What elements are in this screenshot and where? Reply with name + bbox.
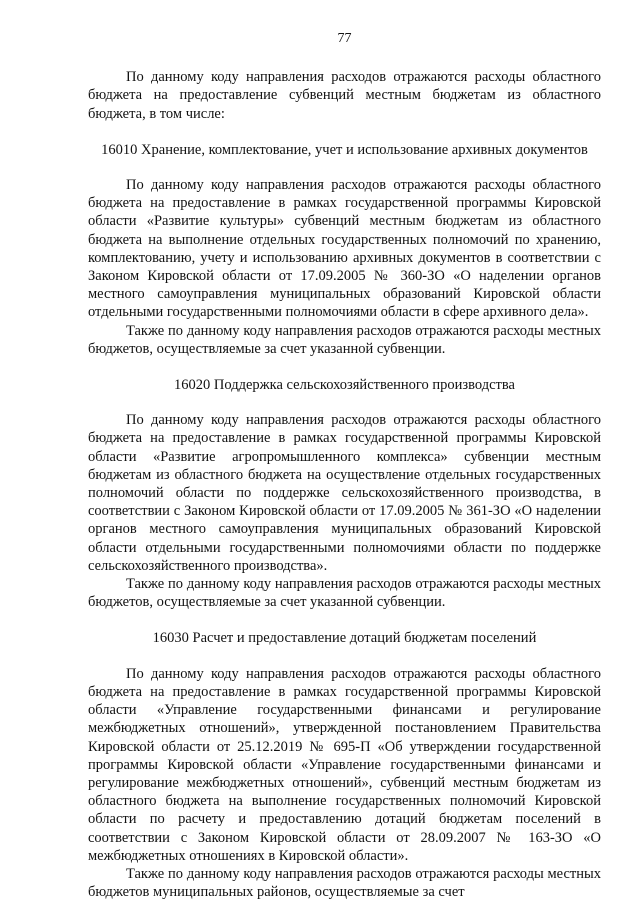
- page-number: 77: [337, 31, 352, 46]
- section-16020: [88, 376, 601, 611]
- section-16030: [88, 629, 601, 901]
- section-heading: 16010 Хранение, комплектование, учет и использование архивных документов: [101, 141, 588, 158]
- section-paragraph: По данному коду направления расходов отражаются расходы областного бюджета на предоставление в рамках государственной программы Кировской области «Управление государственными финансами и регулирование межбюджетных отношений», утвержденной постановлением Правительства Кировской области от 25.12.2019 № 695-П «Об утверждении государственной программы Кировской области «Управление государственными финансами и регулирование межбюджетных отношений», субвенций местным бюджетам из областного бюджета на выполнение государственных полномочий Кировской области по расчету и предоставлению дотаций бюджетам поселений в соответствии с Законом Кировской области от 28.09.2007 № 163-ЗО «О межбюджетных отношениях в Кировской области».: [88, 665, 601, 864]
- section-16010: [88, 141, 601, 358]
- document-page: [88, 30, 601, 901]
- section-heading: 16030 Расчет и предоставление дотаций бюджетам поселений: [152, 630, 537, 647]
- intro-paragraph: По данному коду направления расходов отражаются расходы областного бюджета на предоставление субвенций местным бюджетам из областного бюджета, в том числе:: [88, 69, 601, 122]
- section-paragraph: Также по данному коду направления расходов отражаются расходы местных бюджетов муниципальных районов, осуществляемые за счет: [88, 865, 601, 901]
- section-paragraph: Также по данному коду направления расходов отражаются расходы местных бюджетов, осуществляемые за счет указанной субвенции.: [88, 322, 601, 357]
- section-paragraph: По данному коду направления расходов отражаются расходы областного бюджета на предоставление в рамках государственной программы Кировской области «Развитие агропромышленного комплекса» субвенции местным бюджетам из областного бюджета на осуществление отдельных государственных полномочий области по поддержке сельскохозяйственного производства, в соответствии с Законом Кировской области от 17.09.2005 № 361-ЗО «О наделении органов местного самоуправления муниципальных образований Кировской области отдельными государственными полномочиями области по поддержке сельскохозяйственного производства».: [88, 412, 601, 574]
- section-paragraph: Также по данному коду направления расходов отражаются расходы местных бюджетов, осуществляемые за счет указанной субвенции.: [88, 576, 601, 611]
- section-heading: 16020 Поддержка сельскохозяйственного производства: [174, 377, 515, 394]
- section-paragraph: По данному коду направления расходов отражаются расходы областного бюджета на предоставление в рамках государственной программы Кировской области «Развитие культуры» субвенций местным бюджетам из областного бюджета на выполнение отдельных государственных полномочий по хранению, комплектованию, учету и использованию архивных документов в соответствии с Законом Кировской области от 17.09.2005 № 360-ЗО «О наделении органов местного самоуправления муниципальных образований Кировской области отдельными государственными полномочиями области в сфере архивного дела».: [88, 177, 601, 321]
